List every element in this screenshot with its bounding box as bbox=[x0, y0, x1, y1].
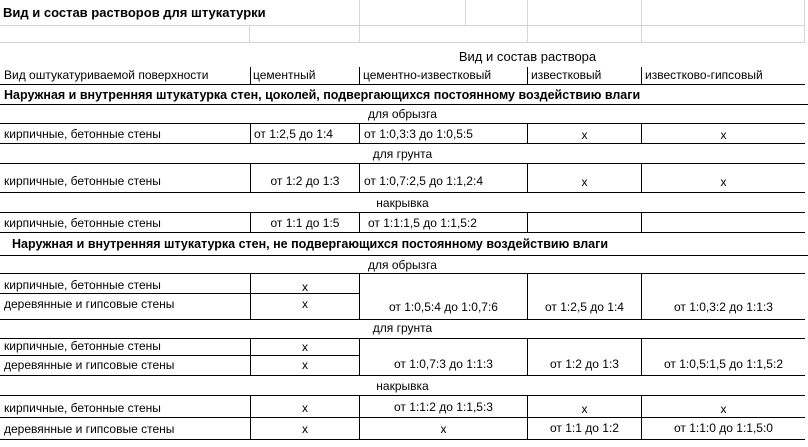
cement-lime-cell[interactable]: от 1:0,5:4 до 1:0,7:6 bbox=[360, 274, 528, 320]
subsection-label[interactable]: для грунта bbox=[0, 320, 805, 339]
subsection-label[interactable]: для обрызга bbox=[0, 256, 805, 274]
lime-cell[interactable]: от 1:1 до 1:2 bbox=[528, 418, 642, 440]
section-title[interactable]: Наружная и внутренняя штукатурка стен, не подвергающихся постоянному воздействию влаги bbox=[0, 233, 808, 256]
surface-cell[interactable]: кирпичные, бетонные стены bbox=[0, 339, 250, 356]
surface-cell[interactable]: кирпичные, бетонные стены bbox=[0, 124, 250, 144]
cement-lime-cell[interactable]: от 1:1:2 до 1:1,5:3 bbox=[360, 396, 528, 418]
lime-cell[interactable]: от 1:2 до 1:3 bbox=[528, 339, 642, 376]
cement-lime-cell[interactable]: от 1:0,7:3 до 1:1:3 bbox=[360, 339, 528, 376]
cement-cell[interactable]: х bbox=[250, 294, 360, 320]
lime-gypsum-cell[interactable]: от 1:0,5:1,5 до 1:1,5:2 bbox=[642, 339, 805, 376]
empty-cell[interactable] bbox=[528, 26, 642, 43]
lime-gypsum-cell[interactable]: х bbox=[642, 124, 805, 144]
lime-gypsum-cell[interactable]: х bbox=[642, 164, 805, 193]
subsection-label[interactable]: для обрызга bbox=[0, 105, 805, 124]
header-group[interactable]: Вид и состав раствора bbox=[458, 49, 597, 64]
lime-cell[interactable]: от 1:2,5 до 1:4 bbox=[528, 274, 642, 320]
header-surface[interactable]: Вид оштукатуриваемой поверхности bbox=[0, 67, 250, 85]
cement-cell[interactable]: от 1:1 до 1:5 bbox=[250, 213, 360, 233]
header-lime-gypsum[interactable]: известково-гипсовый bbox=[642, 67, 805, 85]
header-cement-lime[interactable]: цементно-известковый bbox=[360, 67, 528, 85]
cement-lime-cell[interactable]: от 1:1:1,5 до 1:1,5:2 bbox=[360, 213, 528, 233]
section-title[interactable]: Наружная и внутренняя штукатурка стен, цоколей, подвергающихся постоянному воздействию влаги bbox=[0, 85, 808, 105]
lime-cell[interactable]: х bbox=[528, 124, 642, 144]
surface-cell[interactable]: деревянные и гипсовые стены bbox=[0, 294, 250, 320]
empty-cell[interactable] bbox=[642, 0, 805, 26]
subsection-label[interactable]: для грунта bbox=[0, 144, 805, 164]
empty-cell[interactable] bbox=[642, 26, 805, 43]
cement-cell[interactable]: от 1:2 до 1:3 bbox=[250, 164, 360, 193]
surface-cell[interactable]: деревянные и гипсовые стены bbox=[0, 356, 250, 376]
empty-cell[interactable] bbox=[0, 43, 250, 67]
header-cement[interactable]: цементный bbox=[250, 67, 360, 85]
lime-gypsum-cell[interactable]: х bbox=[642, 396, 805, 418]
empty-cell[interactable] bbox=[528, 0, 642, 26]
cement-lime-cell[interactable]: от 1:0,7:2,5 до 1:1,2:4 bbox=[360, 164, 528, 193]
empty-cell[interactable] bbox=[466, 0, 528, 26]
cement-cell[interactable]: от 1:2,5 до 1:4 bbox=[250, 124, 360, 144]
cement-cell[interactable]: х bbox=[250, 396, 360, 418]
lime-cell[interactable]: х bbox=[528, 396, 642, 418]
empty-cell[interactable] bbox=[360, 26, 528, 43]
lime-gypsum-cell[interactable]: от 1:0,3:2 до 1:1:3 bbox=[642, 274, 805, 320]
empty-cell[interactable] bbox=[0, 26, 250, 43]
subsection-label[interactable]: накрывка bbox=[0, 376, 805, 396]
lime-cell[interactable]: х bbox=[528, 164, 642, 193]
surface-cell[interactable]: кирпичные, бетонные стены bbox=[0, 396, 250, 418]
lime-gypsum-cell[interactable]: от 1:1:0 до 1:1,5:0 bbox=[642, 418, 805, 440]
empty-cell[interactable] bbox=[250, 26, 360, 43]
surface-cell[interactable]: кирпичные, бетонные стены bbox=[0, 274, 250, 294]
cement-cell[interactable]: х bbox=[250, 274, 360, 294]
surface-cell[interactable]: кирпичные, бетонные стены bbox=[0, 164, 250, 193]
cement-lime-cell[interactable]: от 1:0,3:3 до 1:0,5:5 bbox=[360, 124, 528, 144]
cement-cell[interactable]: х bbox=[250, 356, 360, 376]
header-lime[interactable]: известковый bbox=[528, 67, 642, 85]
surface-cell[interactable]: кирпичные, бетонные стены bbox=[0, 213, 250, 233]
surface-cell[interactable]: деревянные и гипсовые стены bbox=[0, 418, 250, 440]
empty-cell[interactable] bbox=[360, 0, 466, 26]
empty-cell[interactable] bbox=[528, 213, 642, 233]
subsection-label[interactable]: накрывка bbox=[0, 193, 805, 213]
cement-lime-cell[interactable]: х bbox=[360, 418, 528, 440]
cement-cell[interactable]: х bbox=[250, 418, 360, 440]
sheet-title[interactable]: Вид и состав растворов для штукатурки bbox=[0, 0, 360, 26]
cement-cell[interactable]: х bbox=[250, 339, 360, 356]
empty-cell[interactable] bbox=[642, 213, 805, 233]
